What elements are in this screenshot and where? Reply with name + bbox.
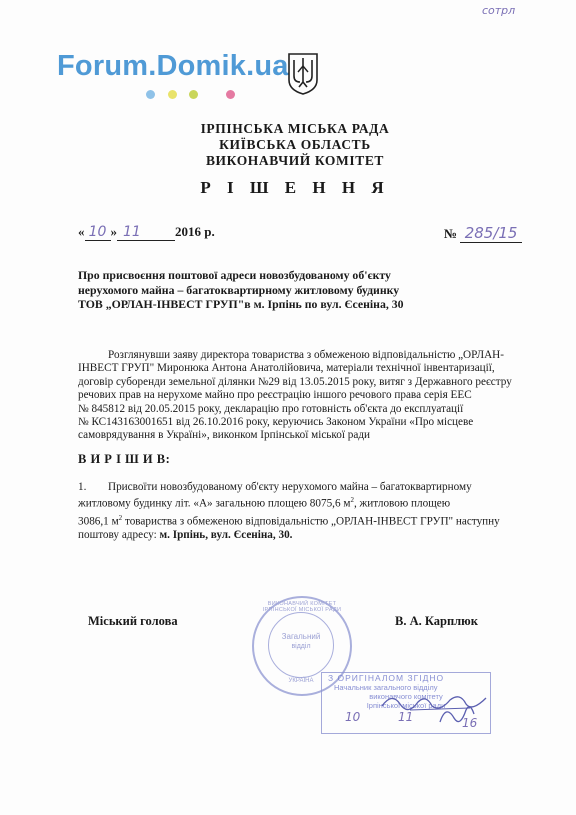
decision-number bbox=[444, 224, 522, 243]
preamble-line: договір суборенди земельної ділянки №29 від 13.05.2015 року, витяг з Державного реєстру bbox=[78, 375, 512, 388]
preamble-line: № КС143163001651 від 26.10.2016 року, керуючись Законом України «Про місцеве bbox=[78, 416, 474, 429]
clause-1 bbox=[78, 481, 520, 542]
handwritten-note: сотрл bbox=[482, 4, 516, 17]
stamp-line-1: З ОРИГІНАЛОМ ЗГІДНО bbox=[328, 673, 445, 683]
stamp-line-3: виконавчого комітету bbox=[369, 692, 443, 701]
preamble-line: самоврядування в Україні», виконком Ірпінської міської ради bbox=[78, 429, 371, 442]
handwritten-signature bbox=[436, 700, 476, 730]
authority-line-1: ІРПІНСЬКА МІСЬКА РАДА bbox=[200, 121, 390, 136]
preamble bbox=[78, 349, 520, 443]
preamble-line: Розглянувши заяву директора товариства з обмеженою відповідальністю „ОРЛАН- bbox=[108, 349, 504, 361]
clause-line: житловому будинку літ. «А» загальною площею 8075,6 м bbox=[78, 498, 351, 511]
decision-date bbox=[78, 224, 215, 241]
date-quote: « bbox=[78, 224, 85, 239]
date-day: 10 bbox=[88, 224, 107, 240]
watermark-dot bbox=[146, 90, 155, 99]
stamp-outer-text: ВИКОНАВЧИЙ КОМІТЕТ ІРПІНСЬКОЇ МІСЬКОЇ РАДИ bbox=[262, 601, 342, 613]
preamble-line: № 845812 від 20.05.2015 року, декларацію про готовність об'єкта до експлуатації bbox=[78, 402, 464, 415]
document-title: Р І Ш Е Н Н Я bbox=[200, 178, 390, 197]
superscript: 2 bbox=[350, 496, 354, 505]
watermark-dot bbox=[168, 90, 177, 99]
clause-line: товариства з обмеженою відповідальністю „ОРЛАН-ІНВЕСТ ГРУП" наступну bbox=[122, 515, 500, 528]
authority-line-2: КИЇВСЬКА ОБЛАСТЬ bbox=[219, 137, 371, 152]
date-quote: » bbox=[110, 224, 117, 239]
watermark-dot bbox=[189, 90, 198, 99]
number-value: 285/15 bbox=[464, 224, 518, 242]
clause-line: Присвоїти новозбудованому об'єкту нерухомого майна – багатоквартирному bbox=[108, 481, 472, 493]
watermark-dot bbox=[226, 90, 235, 99]
stamp-center-top: Загальний bbox=[281, 632, 321, 641]
address: м. Ірпінь, вул. Єсеніна, 30. bbox=[159, 528, 293, 541]
clause-line: 3086,1 м bbox=[78, 515, 119, 528]
clause-number: 1. bbox=[78, 481, 87, 493]
authority-line-3: ВИКОНАВЧИЙ КОМІТЕТ bbox=[205, 153, 385, 168]
date-year: 2016 р. bbox=[175, 224, 215, 239]
subject-line-1: Про присвоєння поштової адреси новозбудованому об'єкту bbox=[78, 268, 391, 282]
signatory-name: В. А. Карплюк bbox=[395, 614, 478, 628]
watermark-text: Forum.Domik.ua bbox=[57, 50, 289, 82]
coat-of-arms-icon bbox=[286, 52, 320, 96]
number-label: № bbox=[444, 226, 458, 241]
stamp-line-2: Начальник загального відділу bbox=[334, 683, 438, 692]
clause-line: поштову адресу: bbox=[78, 528, 160, 541]
stamp-date-day: 10 bbox=[345, 710, 361, 724]
stamp-center-mid: відділ bbox=[291, 643, 311, 650]
stamp-date-month: 11 bbox=[398, 710, 414, 724]
stamp-date-year: 16 bbox=[462, 716, 478, 730]
clause-line: , житловою площею bbox=[353, 498, 451, 511]
signatory-position: Міський голова bbox=[88, 614, 178, 628]
date-month: 11 bbox=[123, 224, 141, 240]
stamp-line-4: Ірпінської міської ради bbox=[366, 701, 446, 710]
subject-line-2: нерухомого майна – багатоквартирному житловому будинку bbox=[78, 283, 400, 297]
preamble-line: речових прав на нерухоме майно про реєстрацію іншого речового права серія ЕЕС bbox=[78, 389, 472, 402]
stamp-bottom: УКРАЇНА bbox=[288, 678, 314, 684]
decided-heading: В И Р І Ш И В: bbox=[78, 452, 171, 466]
subject-line-3: ТОВ „ОРЛАН-ІНВЕСТ ГРУП"в м. Ірпінь по вул. Єсеніна, 30 bbox=[78, 297, 404, 311]
superscript: 2 bbox=[118, 513, 123, 522]
preamble-line: ІНВЕСТ ГРУП" Миронюка Антона Анатолійовича, матеріали технічної інвентаризації, bbox=[78, 362, 495, 375]
